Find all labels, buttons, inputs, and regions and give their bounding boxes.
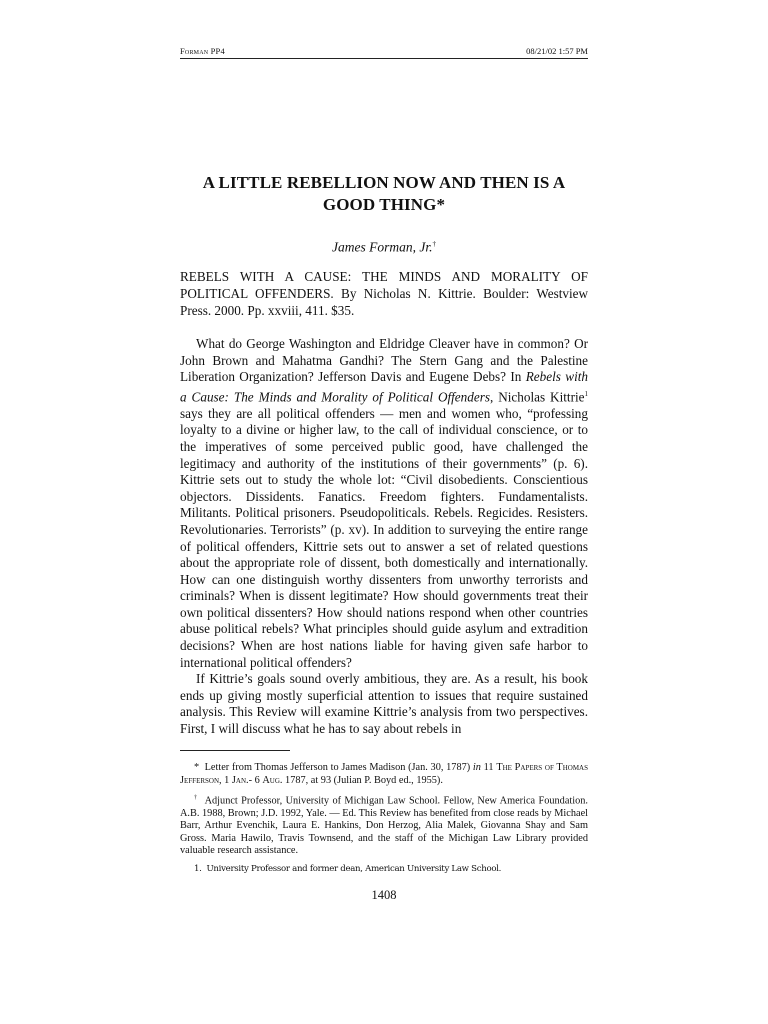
header-timestamp: 08/21/02 1:57 PM — [526, 46, 588, 56]
page-number: 1408 — [371, 888, 397, 902]
footnote-1 — [180, 863, 588, 876]
footnote-italic: in — [472, 762, 481, 773]
footnote-smallcaps: The Papers of Thomas Jefferson — [180, 762, 588, 786]
body-text-run: What do George Washington and Eldridge Cleaver have in common? Or John Brown and Mahatma Gandhi? The Stern Gang and the Palestine Liberation Organization? Jefferson Davis and Eugene Debs? In — [180, 336, 588, 385]
book-title-italic: Rebels with a Cause: The Minds and Morality of Political Offenders — [180, 369, 588, 405]
running-header — [180, 46, 588, 59]
footnote-text-run: Letter from Thomas Jefferson to James Madison (Jan. 30, 1787) — [204, 762, 473, 773]
footnote-dagger — [180, 792, 588, 858]
title-line-1: A LITTLE REBELLION NOW AND THEN IS A — [202, 173, 566, 192]
footnote-text-run: - 6 — [248, 774, 263, 786]
reviewed-book-citation: REBELS WITH A CAUSE: THE MINDS AND MORALITY OF POLITICAL OFFENDERS. By Nicholas N. Kittrie. Boulder: Westview Press. 2000. Pp. xxviii, 411. $35. — [180, 269, 588, 318]
footnote-text-run: 1787, at 93 (Julian P. Boyd ed., 1955). — [282, 774, 443, 786]
footnote-ref-1: 1 — [584, 389, 588, 398]
article-body — [180, 336, 588, 738]
document-page — [180, 0, 588, 1024]
header-left-label: Forman PP4 — [180, 46, 225, 56]
footnote-star — [180, 762, 588, 787]
footnote-divider — [180, 750, 290, 751]
footnote-star-mark: * — [194, 762, 200, 773]
body-text-run: says they are all political offenders — men and women who, “professing loyalty to a divine or higher law, to the call of individual conscience, or to the imperatives of some perceived public good, have challenged the legitimacy and authority of the institutions of their governments” (p. 6). Kittrie sets out to study the whole lot: “Civil disobedients. Conscientious objectors. Dissidents. Fanatics. Freedom fighters. Fundamentalists. Militants. Political prisoners. Pseudopoliticals. Rebels. Regicides. Resisters. Revolutionaries. Terrorists” (p. xv). In addition to surveying the entire range of political offenders, Kittrie sets out to answer a set of related questions about the appropriate role of dissent, both domestically and internationally. How can one distinguish worthy dissenters from unworthy terrorists and criminals? When is dissent legitimate? How should governments treat their own political dissenters? How should nations respond when other countries abuse political rebels? What principles should guide asylum and extradition decisions? When are host nations liable for having given safe harbor to international political offenders? — [180, 405, 588, 670]
body-text-run: , Nicholas Kittrie — [489, 389, 585, 405]
footnote-dagger-mark: † — [194, 795, 198, 801]
footnote-text-run: , 1 — [219, 774, 232, 786]
author-name: James Forman, Jr. — [332, 239, 433, 255]
footnote-text-run: Adjunct Professor, University of Michigan Law School. Fellow, New America Foundation. A.B. 1988, Brown; J.D. 1992, Yale. — Ed. This Review has benefited from close reads by Michael Barr, Arthur Evenchik, Laura E. Hankins, Don Herzog, Alia Malek, Giovanna Shay and Sam Gross. Maria Hawilo, Travis Townsend, and the staff of the Michigan Law Library provided valuable research assistance. — [180, 795, 588, 857]
footnote-smallcaps: Aug. — [262, 774, 283, 786]
footnote-1-mark: 1. — [194, 863, 202, 874]
footnote-smallcaps: Jan. — [231, 774, 249, 786]
body-paragraph-2: If Kittrie’s goals sound overly ambitious, they are. As a result, his book ends up giving mostly superficial attention to issues that require sustained analysis. This Review will examine Kittrie’s analysis from two perspectives. First, I will discuss what he has to say about rebels in — [180, 671, 588, 737]
author-footnote-mark: † — [432, 240, 436, 248]
footnote-text-run: University Professor and former dean, American University Law School. — [206, 863, 502, 874]
article-title — [180, 172, 588, 216]
body-paragraph-1 — [180, 336, 588, 671]
footnotes-section — [180, 762, 588, 880]
author-byline — [180, 236, 588, 256]
title-line-2: GOOD THING* — [322, 195, 446, 214]
footnote-text-run: 11 — [480, 762, 497, 773]
